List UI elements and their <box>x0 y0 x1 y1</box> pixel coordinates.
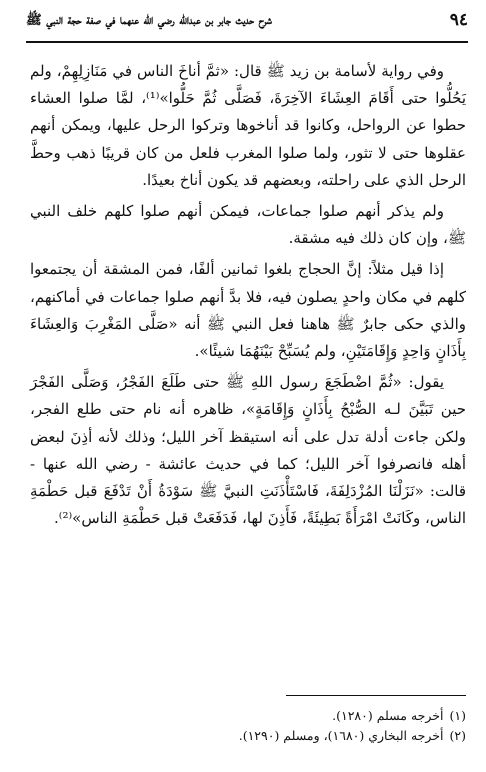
footnotes <box>30 706 466 746</box>
footnote-2 <box>30 726 466 746</box>
page-number: ٩٤ <box>449 10 468 30</box>
footnote-marker: (٢) <box>449 728 466 743</box>
footnote-1 <box>30 706 466 726</box>
paragraph-4: يقول: «ثُمَّ اضْطَجَعَ رسول اللهِ ﷺ حتى طَلَعَ الفَجْرُ، وَصَلَّى الفَجْرَ حين تَبَيَّنَ لـه الصُّبْحُ بِأَذَانٍ وَإِقَامَةٍ»، ظاهره أنه نام حتى طلع الفجر، ولكن جاءت أدلة تدل على أنه استيقظ آخر الليل؛ وذلك لأنه أذِنَ لبعض أهله فانصرفوا آخر الليل؛ كما في حديث عائشة - رضي الله عنها - قالت: «نَزَلْنَا المُزْدَلِفَةَ، فَاسْتَأْذَنَتِ النبيَّ ﷺ سَوْدَةُ أَنْ تَدْفَعَ قبل حَطْمَةِ الناس، وكَانَتْ امْرَأَةً بَطِيئَةً، فَأَذِنَ لها، فَدَفَعَتْ قبل حَطْمَةِ الناس»⁽²⁾. <box>30 373 466 528</box>
footnote-marker: (١) <box>449 708 466 723</box>
main-text <box>30 58 466 536</box>
paragraph-3: إذا قيل مثلاً: إنَّ الحجاج بلغوا ثمانين ألفًا، فمن المشقة أن يجتمعوا كلهم في مكان واحدٍ يصلون فيه، فلا بدَّ أنهم صلوا جماعات في أماكنهم، والذي حكى جابرٌ ﷺ هاهنا فعل النبي ﷺ أنه «صَلَّى المَغْرِبَ وَالعِشَاءَ بِأَذَانٍ وَاحِدٍ وَإِقَامَتَيْنِ، ولم يُسَبِّحْ بَيْنَهُمَا شيئًا». <box>30 260 466 361</box>
footnote-text: أخرجه مسلم (١٢٨٠). <box>332 708 444 723</box>
paragraph-2: ولم يذكر أنهم صلوا جماعات، فيمكن أنهم صلوا كلهم خلف النبي ﷺ، وإن كان ذلك فيه مشقة. <box>30 202 466 248</box>
running-title: شرح حديث جابر بن عبدالله رضي الله عنهما في صفة حجة النبي ﷺ <box>26 13 272 28</box>
paragraph-1: وفي رواية لأسامة بن زيد ﷺ قال: «ثمَّ أناخَ الناس في مَنَازِلِهِمْ، ولم يَحُلُّوا حتى أَقَامَ العِشَاءَ الآخِرَةَ، فَصَلَّى ثُمَّ حَلُّوا»⁽¹⁾، لمَّا صلوا العشاء حطوا عن الرواحل، وكانوا قد أناخوها وتركوا الرحل عليها، ويمكن أنهم عقلوها حتى لا تثور، ولما صلوا المغرب فلعل من كان قريبًا ذهب وحطَّ الرحل الذي على راحلته، وبعضهم قد يكون أناخ بعيدًا. <box>30 62 466 189</box>
footnote-text: أخرجه البخاري (١٦٨٠)، ومسلم (١٢٩٠). <box>238 728 444 743</box>
footnote-separator <box>286 695 466 696</box>
page-header <box>26 8 468 38</box>
header-rule <box>26 41 468 43</box>
